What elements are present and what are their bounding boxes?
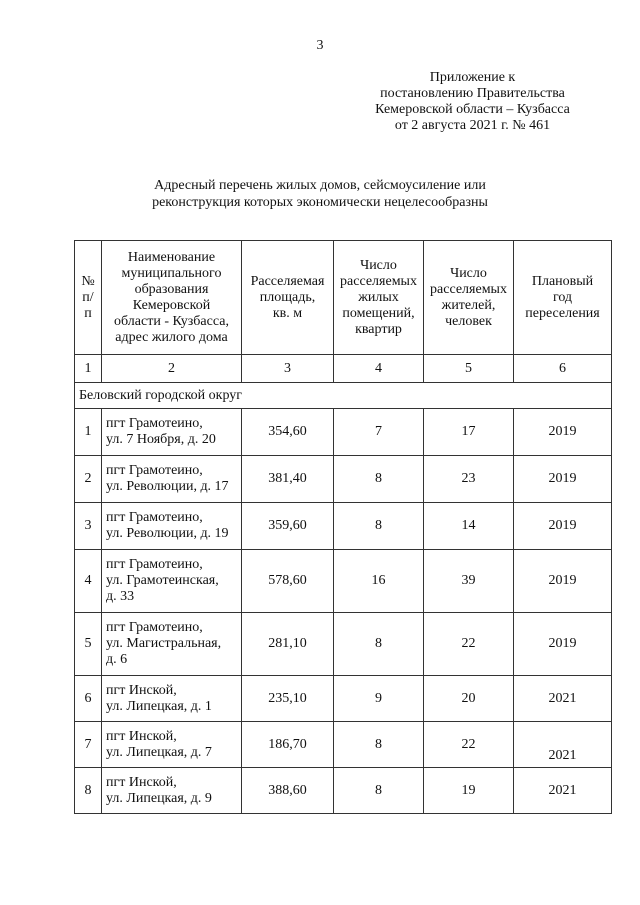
table-row (75, 768, 612, 814)
row-area: 388,60 (242, 768, 334, 814)
row-address: пгт Инской, ул. Липецкая, д. 9 (102, 768, 242, 814)
column-number: 2 (102, 355, 242, 383)
row-number: 7 (75, 722, 102, 768)
column-number: 5 (424, 355, 514, 383)
row-year: 2019 (514, 456, 612, 503)
row-address: пгт Грамотеино, ул. Магистральная, д. 6 (102, 613, 242, 676)
table-row (75, 676, 612, 722)
row-address: пгт Инской, ул. Липецкая, д. 1 (102, 676, 242, 722)
table-header (75, 241, 612, 355)
column-number: 1 (75, 355, 102, 383)
row-address: пгт Грамотеино, ул. Революции, д. 17 (102, 456, 242, 503)
row-area: 359,60 (242, 503, 334, 550)
table-row (75, 503, 612, 550)
row-year: 2019 (514, 503, 612, 550)
table-row (75, 613, 612, 676)
col-header-residents: Число расселяемых жителей, человек (424, 241, 514, 355)
column-number: 6 (514, 355, 612, 383)
row-flats: 8 (334, 456, 424, 503)
row-year: 2021 (514, 722, 612, 768)
column-number-row (75, 355, 612, 383)
row-number: 1 (75, 409, 102, 456)
page-number: 3 (316, 38, 324, 53)
row-flats: 7 (334, 409, 424, 456)
row-number: 8 (75, 768, 102, 814)
row-year: 2019 (514, 550, 612, 613)
title-line: Адресный перечень жилых домов, сейсмоусиление или (154, 178, 486, 193)
row-residents: 14 (424, 503, 514, 550)
column-number: 4 (334, 355, 424, 383)
row-address: пгт Грамотеино, ул. 7 Ноября, д. 20 (102, 409, 242, 456)
row-number: 6 (75, 676, 102, 722)
row-flats: 8 (334, 613, 424, 676)
row-year: 2021 (514, 676, 612, 722)
row-residents: 17 (424, 409, 514, 456)
col-header-address: Наименование муниципального образования Кемеровской области - Кузбасса, адрес жилого дома (102, 241, 242, 355)
table-row (75, 550, 612, 613)
document-title (60, 177, 580, 211)
appendix-line: Приложение к (429, 70, 516, 85)
group-label: Беловский городской округ (75, 383, 612, 409)
row-address: пгт Грамотеино, ул. Грамотеинская, д. 33 (102, 550, 242, 613)
row-flats: 8 (334, 503, 424, 550)
row-number: 5 (75, 613, 102, 676)
row-residents: 23 (424, 456, 514, 503)
row-flats: 8 (334, 722, 424, 768)
col-header-area: Расселяемая площадь, кв. м (242, 241, 334, 355)
row-residents: 19 (424, 768, 514, 814)
table-row (75, 409, 612, 456)
appendix-header (340, 70, 605, 134)
col-header-flats: Число расселяемых жилых помещений, квартир (334, 241, 424, 355)
row-area: 381,40 (242, 456, 334, 503)
row-residents: 22 (424, 722, 514, 768)
row-residents: 22 (424, 613, 514, 676)
row-year: 2019 (514, 409, 612, 456)
row-area: 186,70 (242, 722, 334, 768)
row-address: пгт Грамотеино, ул. Революции, д. 19 (102, 503, 242, 550)
row-residents: 20 (424, 676, 514, 722)
table-row (75, 722, 612, 768)
row-number: 4 (75, 550, 102, 613)
row-area: 281,10 (242, 613, 334, 676)
appendix-line: Кемеровской области – Кузбасса (375, 102, 570, 117)
row-residents: 39 (424, 550, 514, 613)
col-header-year: Плановый год переселения (514, 241, 612, 355)
table-row (75, 456, 612, 503)
header-row (75, 241, 612, 355)
row-flats: 8 (334, 768, 424, 814)
appendix-line: постановлению Правительства (380, 86, 565, 101)
row-area: 235,10 (242, 676, 334, 722)
row-flats: 9 (334, 676, 424, 722)
row-number: 2 (75, 456, 102, 503)
row-area: 578,60 (242, 550, 334, 613)
row-flats: 16 (334, 550, 424, 613)
col-header-number: № п/п (75, 241, 102, 355)
row-area: 354,60 (242, 409, 334, 456)
row-address: пгт Инской, ул. Липецкая, д. 7 (102, 722, 242, 768)
housing-table (74, 240, 612, 814)
row-number: 3 (75, 503, 102, 550)
row-year: 2021 (514, 768, 612, 814)
column-number: 3 (242, 355, 334, 383)
appendix-line: от 2 августа 2021 г. № 461 (394, 118, 551, 133)
row-year: 2019 (514, 613, 612, 676)
group-row (75, 383, 612, 409)
title-line: реконструкция которых экономически нецелесообразны (152, 195, 488, 210)
